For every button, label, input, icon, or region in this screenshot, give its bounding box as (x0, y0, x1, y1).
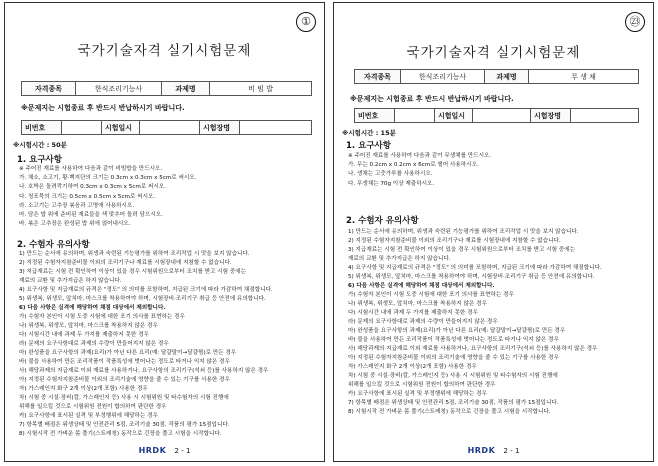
task-label: 과제명 (485, 70, 529, 84)
note-item: 라) 문제의 요구사항대로 과제의 수량이 만들어지지 않은 경우 (19, 341, 169, 347)
examinee-id-table (354, 108, 639, 123)
number-label: 비번호 (355, 109, 395, 123)
task-label: 과제명 (162, 82, 210, 96)
note-item: 5) 위생복, 위생모, 앞치마, 마스크를 착용하여야 하며, 시험장비·조리기구 취급 등 안전에 유의합니다. (19, 296, 266, 302)
note-item: 재료의 교환 및 추가지급은 하지 않습니다. (348, 256, 451, 262)
exam-time: ※시험시간 : 50분 (13, 141, 67, 149)
requirement-item: 다. 청포묵의 크기는 0.5cm x 0.5cm x 5cm로 써시오. (19, 193, 156, 200)
note-item: 사) 해당과제의 지급재료 이외 재료를 사용하거나, 요구사항의 조리기구(석쇠 등)를 사용하지 않은 경우 (348, 346, 598, 352)
page-number: 2 - 1 (174, 447, 191, 455)
grade-value: 한식조리기능사 (401, 70, 485, 84)
note-item: 위해를 일으킬 것으로 시험위원 전원이 합의하여 판단한 경우 (19, 404, 167, 410)
note-item: 마) 완성품을 요구사항의 과제(요리)가 아닌 다른 요리(예: 달걀말이→달걀찜)로 만든 경우 (348, 328, 566, 334)
hrdk-logo: HRDK (138, 446, 167, 455)
venue-field[interactable] (571, 109, 639, 123)
note-item: 6) 다음 사항은 실격에 해당하여 채점 대상에서 제외합니다. (19, 305, 166, 311)
note-item: 위해를 일으킬 것으로 시험위원 전원이 합의하여 판단한 경우 (348, 382, 496, 388)
exam-sheet-bibimbap (4, 2, 325, 462)
note-item: 7) 항목별 배점은 위생상태 및 안전관리 5점, 조리기술 30점, 작품의 평가 15점입니다. (19, 422, 230, 428)
note-item: 3) 지급재료는 시험 전 확인하여 이상이 있을 경우 시험위원으로부터 조치를 받고 시험 중에는 (348, 247, 576, 253)
sheet-title: 국가기술자격 실기시험문제 (406, 45, 581, 61)
sheet-number-badge: ① (296, 12, 316, 32)
return-notice: ※문제지는 시험종료 후 반드시 반납하시기 바랍니다. (350, 95, 514, 103)
note-item: 차) 시험 중 시설·장비(칼, 가스레인지 등) 사용 시 시험위원 및 타수험자의 시험 진행에 (348, 373, 558, 379)
note-item: 8) 시험시작 전 가벼운 몸 풀기(스트레칭) 동작으로 긴장을 풀고 시험을 시작합니다. (348, 409, 551, 415)
venue-label: 시험장명 (200, 121, 240, 135)
note-item: 다) 시험시간 내에 과제 두 가지를 제출하지 못한 경우 (19, 332, 149, 338)
note-item: 카) 요구사항에 표시된 실격 및 부정행위에 해당하는 경우 (348, 391, 487, 397)
note-item: 4) 요구사항 및 지급재료의 규격은 "정도" 의 의미를 포함하며, 지급된 크기에 따라 가감하여 채점합니다. (19, 287, 273, 293)
note-item: 1) 만드는 순서에 유의하며, 위생과 숙련된 기능평가를 위하여 조리작업 시 맛을 보지 않습니다. (19, 251, 250, 257)
note-item: 2) 지정된 수험자지참준비물 이외의 조리기구나 재료를 시험장내에 지참할 수 없습니다. (19, 260, 232, 266)
requirement-item: 다. 무생채는 70g 이상 제출하시오. (348, 180, 435, 187)
requirement-item: 나. 호박은 돌려깍기하여 0.3cm x 0.3cm x 5cm로 써시오. (19, 184, 166, 191)
notes-list (19, 250, 318, 439)
requirement-item: 나. 생채는 고춧가루를 사용하시오. (348, 171, 433, 178)
venue-label: 시험장명 (531, 109, 571, 123)
date-field[interactable] (140, 121, 200, 135)
exam-time: ※시험시간 : 15분 (342, 129, 396, 137)
requirement-item: 바. 볶은 고추장은 완성된 밥 위에 얹어내시오. (19, 221, 131, 228)
note-item: 2) 지정된 수험자지참준비물 이외의 조리기구나 재료를 시험장내에 지참할 수 없습니다. (348, 238, 561, 244)
grade-label: 자격종목 (22, 82, 76, 96)
grade-value: 한식조리기능사 (76, 82, 162, 96)
requirement-item: ※ 주어진 재료를 사용하여 다음과 같이 무생채를 만드시오. (348, 153, 492, 159)
venue-field[interactable] (240, 121, 312, 135)
note-item: 3) 지급재료는 시험 전 확인하여 이상이 있을 경우 시험위원으로부터 조치를 받고 시험 중에는 (19, 269, 247, 275)
qualification-table (354, 69, 639, 84)
date-field[interactable] (473, 109, 531, 123)
note-item: 아) 지정된 수험자지참준비물 이외의 조리기술에 영향을 줄 수 있는 기구를 사용한 경우 (19, 377, 230, 383)
note-item: 5) 위생복, 위생모, 앞치마, 마스크를 착용하여야 하며, 시험장비·조리기구 취급 등 안전에 유의합니다. (348, 274, 595, 280)
note-item: 카) 요구사항에 표시된 실격 및 부정행위에 해당하는 경우 (19, 413, 158, 419)
note-item: 자) 가스레인지 화구 2개 이상(2개 포함) 사용한 경우 (19, 386, 148, 392)
number-field[interactable] (62, 121, 102, 135)
note-item: 나) 위생복, 위생모, 앞치마, 마스크를 착용하지 않은 경우 (348, 301, 487, 307)
sheet-title: 국가기술자격 실기시험문제 (77, 43, 252, 59)
task-value: 무 생 채 (529, 70, 639, 84)
note-item: 마) 완성품을 요구사항의 과제(요리)가 아닌 다른 요리(예: 달걀말이→달걀찜)로 만든 경우 (19, 350, 237, 356)
note-item: 바) 불을 사용하여 만든 조리작품이 작품특성에 벗어나는 정도로 타거나 익지 않은 경우 (19, 359, 230, 365)
note-item: 차) 시험 중 시설·장비(칼, 가스레인지 등) 사용 시 시험위원 및 타수험자의 시험 진행에 (19, 395, 229, 401)
note-item: 아) 지정된 수험자지참준비물 이외의 조리기술에 영향을 줄 수 있는 기구를 사용한 경우 (348, 355, 559, 361)
notes-heading: 2. 수험자 유의사항 (17, 240, 90, 250)
requirement-item: 마. 담은 밥 위에 준비된 재료들을 색 맞추어 돌려 담으시오. (19, 211, 163, 218)
note-item: 가) 수험자 본인이 시험 도중 시험에 대한 포기 의사를 표현하는 경우 (348, 292, 514, 298)
task-value: 비 빔 밥 (210, 82, 312, 96)
note-item: 사) 해당과제의 지급재료 이외 재료를 사용하거나, 요구사항의 조리기구(석쇠 등)를 사용하지 않은 경우 (19, 368, 269, 374)
note-item: 7) 항목별 배점은 위생상태 및 안전관리 5점, 조리기술 30점, 작품의 평가 15점입니다. (348, 400, 559, 406)
note-item: 바) 불을 사용하여 만든 조리작품이 작품특성에 벗어나는 정도로 타거나 익지 않은 경우 (348, 337, 559, 343)
note-item: 나) 위생복, 위생모, 앞치마, 마스크를 착용하지 않은 경우 (19, 323, 158, 329)
note-item: 4) 요구사항 및 지급재료의 규격은 "정도" 의 의미를 포함하며, 지급된 크기에 따라 가감하여 채점합니다. (348, 265, 602, 271)
requirement-item: 라. 소고기는 고추장 볶음과 고명에 사용하시오. (19, 202, 135, 209)
note-item: 재료의 교환 및 추가지급은 하지 않습니다. (19, 278, 122, 284)
date-label: 시험일시 (435, 109, 473, 123)
notes-heading: 2. 수험자 유의사항 (346, 216, 419, 226)
number-label: 비번호 (22, 121, 62, 135)
sheet-number-badge: ㉓ (625, 12, 645, 32)
grade-label: 자격종목 (355, 70, 401, 84)
requirements-heading: 1. 요구사항 (346, 141, 391, 151)
requirements-list (19, 165, 318, 229)
examinee-id-table (21, 120, 312, 135)
page-footer (334, 446, 653, 455)
note-item: 8) 시험시작 전 가벼운 몸 풀기(스트레칭) 동작으로 긴장을 풀고 시험을 시작합니다. (19, 431, 222, 437)
requirement-item: 가. 채소, 소고기, 황·백지단의 크기는 0.3cm x 0.3cm x 5cm로 써시오. (19, 175, 197, 182)
note-item: 라) 문제의 요구사항대로 과제의 수량이 만들어지지 않은 경우 (348, 319, 498, 325)
exam-sheet-musaengchae (333, 2, 654, 462)
note-item: 가) 수험자 본인이 시험 도중 시험에 대한 포기 의사를 표현하는 경우 (19, 314, 185, 320)
requirements-heading: 1. 요구사항 (17, 155, 62, 165)
note-item: 1) 만드는 순서에 유의하며, 위생과 숙련된 기능평가를 위하여 조리작업 시 맛을 보지 않습니다. (348, 229, 579, 235)
date-label: 시험일시 (102, 121, 140, 135)
hrdk-logo: HRDK (467, 446, 496, 455)
requirement-item: ※ 주어진 재료를 사용하여 다음과 같이 비빔밥을 만드시오. (19, 166, 163, 172)
qualification-table (21, 81, 312, 96)
return-notice: ※문제지는 시험종료 후 반드시 반납하시기 바랍니다. (21, 104, 185, 112)
number-field[interactable] (395, 109, 435, 123)
note-item: 6) 다음 사항은 실격에 해당하여 채점 대상에서 제외합니다. (348, 283, 495, 289)
notes-list (348, 228, 647, 417)
page-number: 2 - 1 (503, 447, 520, 455)
requirements-list (348, 152, 647, 189)
note-item: 다) 시험시간 내에 과제 두 가지를 제출하지 못한 경우 (348, 310, 478, 316)
page-footer (5, 446, 324, 455)
requirement-item: 가. 무는 0.2cm x 0.2cm x 6cm로 썰어 사용하시오. (348, 162, 479, 169)
note-item: 자) 가스레인지 화구 2개 이상(2개 포함) 사용한 경우 (348, 364, 477, 370)
